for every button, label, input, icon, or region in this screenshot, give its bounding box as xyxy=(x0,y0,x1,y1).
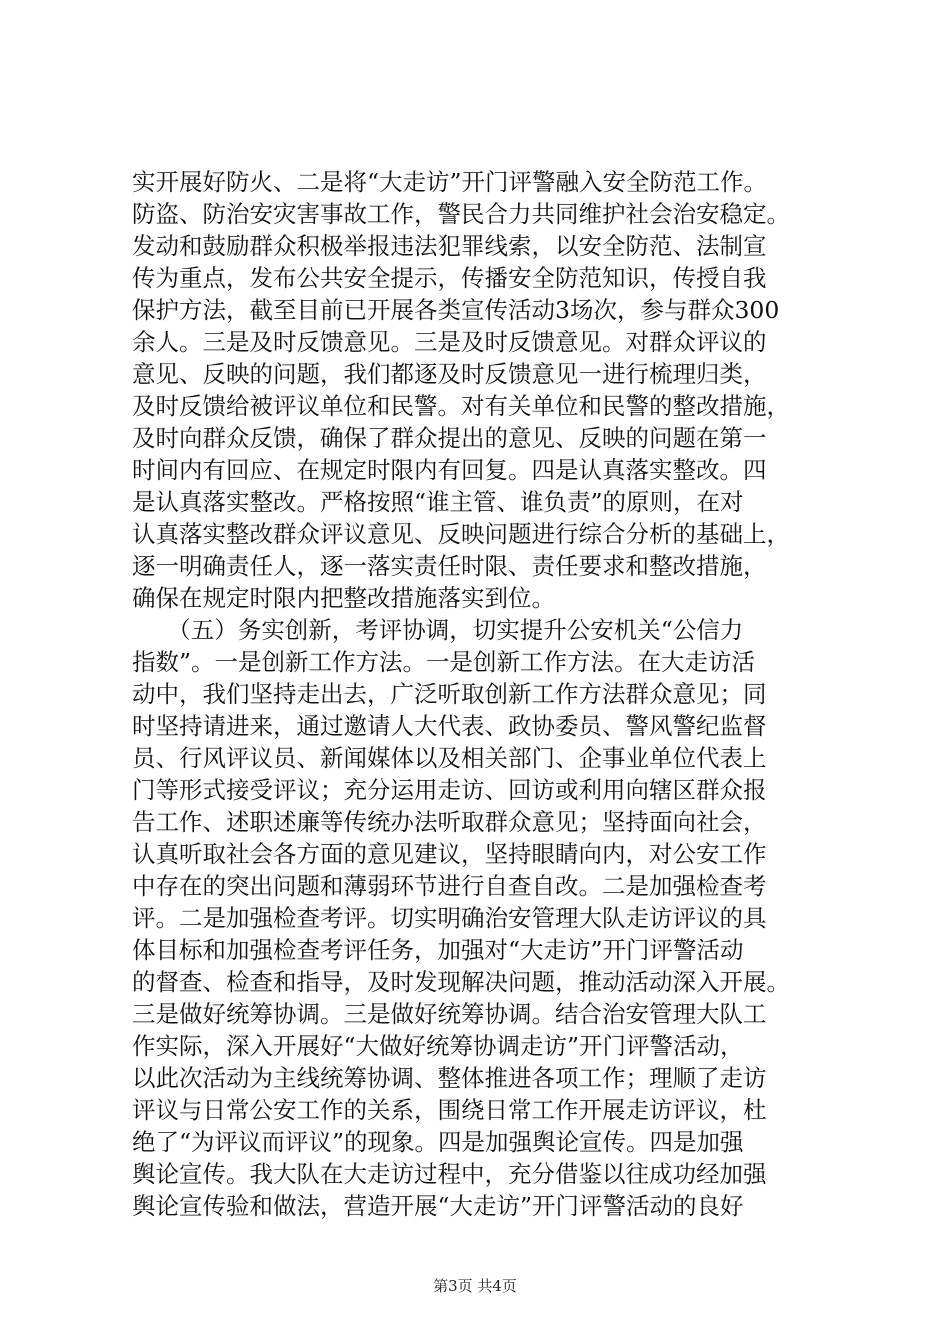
text-line: 动中，我们坚持走出去，广泛听取创新工作方法群众意见；同 xyxy=(132,680,767,708)
text-line: 发动和鼓励群众积极举报违法犯罪线索，以安全防范、法制宣 xyxy=(132,232,767,260)
text-line: 门等形式接受评议；充分运用走访、回访或利用向辖区群众报 xyxy=(132,776,767,804)
text-line: 以此次活动为主线统筹协调、整体推进各项工作；理顺了走访 xyxy=(132,1064,767,1092)
text-line: 评议与日常公安工作的关系，围绕日常工作开展走访评议，杜 xyxy=(132,1096,767,1124)
text-line: 认真落实整改群众评议意见、反映问题进行综合分析的基础上， xyxy=(132,520,790,548)
text-line: 时坚持请进来，通过邀请人大代表、政协委员、警风警纪监督 xyxy=(132,712,767,740)
text-line: 实开展好防火、二是将“大走访”开门评警融入安全防范工作。 xyxy=(132,168,768,196)
text-line: 意见、反映的问题，我们都逐及时反馈意见一进行梳理归类， xyxy=(132,360,767,388)
text-line: 中存在的突出问题和薄弱环节进行自查自改。二是加强检查考 xyxy=(132,872,767,900)
text-line: 及时向群众反馈，确保了群众提出的意见、反映的问题在第一 xyxy=(132,424,767,452)
text-line: 是认真落实整改。严格按照“谁主管、谁负责”的原则，在对 xyxy=(132,488,744,516)
text-line: 绝了“为评议而评议”的现象。四是加强舆论宣传。四是加强 xyxy=(132,1128,744,1156)
text-line: 指数”。一是创新工作方法。一是创新工作方法。在大走访活 xyxy=(132,648,756,676)
text-line: 体目标和加强检查考评任务，加强对“大走访”开门评警活动 xyxy=(132,936,744,964)
text-line: 认真听取社会各方面的意见建议，坚持眼睛向内，对公安工作 xyxy=(132,840,767,868)
text-line: （五）务实创新，考评协调，切实提升公安机关“公信力 xyxy=(132,616,744,644)
text-line: 舆论宣传。我大队在大走访过程中，充分借鉴以往成功经加强 xyxy=(132,1160,767,1188)
text-line: 传为重点，发布公共安全提示，传播安全防范知识，传授自我 xyxy=(132,264,767,292)
text-line: 余人。三是及时反馈意见。三是及时反馈意见。对群众评议的 xyxy=(132,328,767,356)
text-line: 时间内有回应、在规定时限内有回复。四是认真落实整改。四 xyxy=(132,456,767,484)
body-text xyxy=(132,166,837,1222)
text-line: 评。二是加强检查考评。切实明确治安管理大队走访评议的具 xyxy=(132,904,767,932)
text-line: 逐一明确责任人，逐一落实责任时限、责任要求和整改措施， xyxy=(132,552,767,580)
text-line: 确保在规定时限内把整改措施落实到位。 xyxy=(132,584,555,612)
text-line: 告工作、述职述廉等传统办法听取群众意见；坚持面向社会， xyxy=(132,808,767,836)
text-line: 员、行风评议员、新闻媒体以及相关部门、企事业单位代表上 xyxy=(132,744,767,772)
text-line: 保护方法，截至目前已开展各类宣传活动3场次，参与群众300 xyxy=(132,296,780,324)
text-line: 舆论宣传验和做法，营造开展“大走访”开门评警活动的良好 xyxy=(132,1192,744,1220)
text-line: 作实际，深入开展好“大做好统筹协调走访”开门评警活动， xyxy=(132,1032,744,1060)
page-footer: 第3页 共4页 xyxy=(433,1277,517,1295)
text-line: 防盗、防治安灾害事故工作，警民合力共同维护社会治安稳定。 xyxy=(132,200,790,228)
text-line: 及时反馈给被评议单位和民警。对有关单位和民警的整改措施， xyxy=(132,392,790,420)
text-line: 三是做好统筹协调。三是做好统筹协调。结合治安管理大队工 xyxy=(132,1000,767,1028)
text-line: 的督查、检查和指导，及时发现解决问题，推动活动深入开展。 xyxy=(132,968,790,996)
